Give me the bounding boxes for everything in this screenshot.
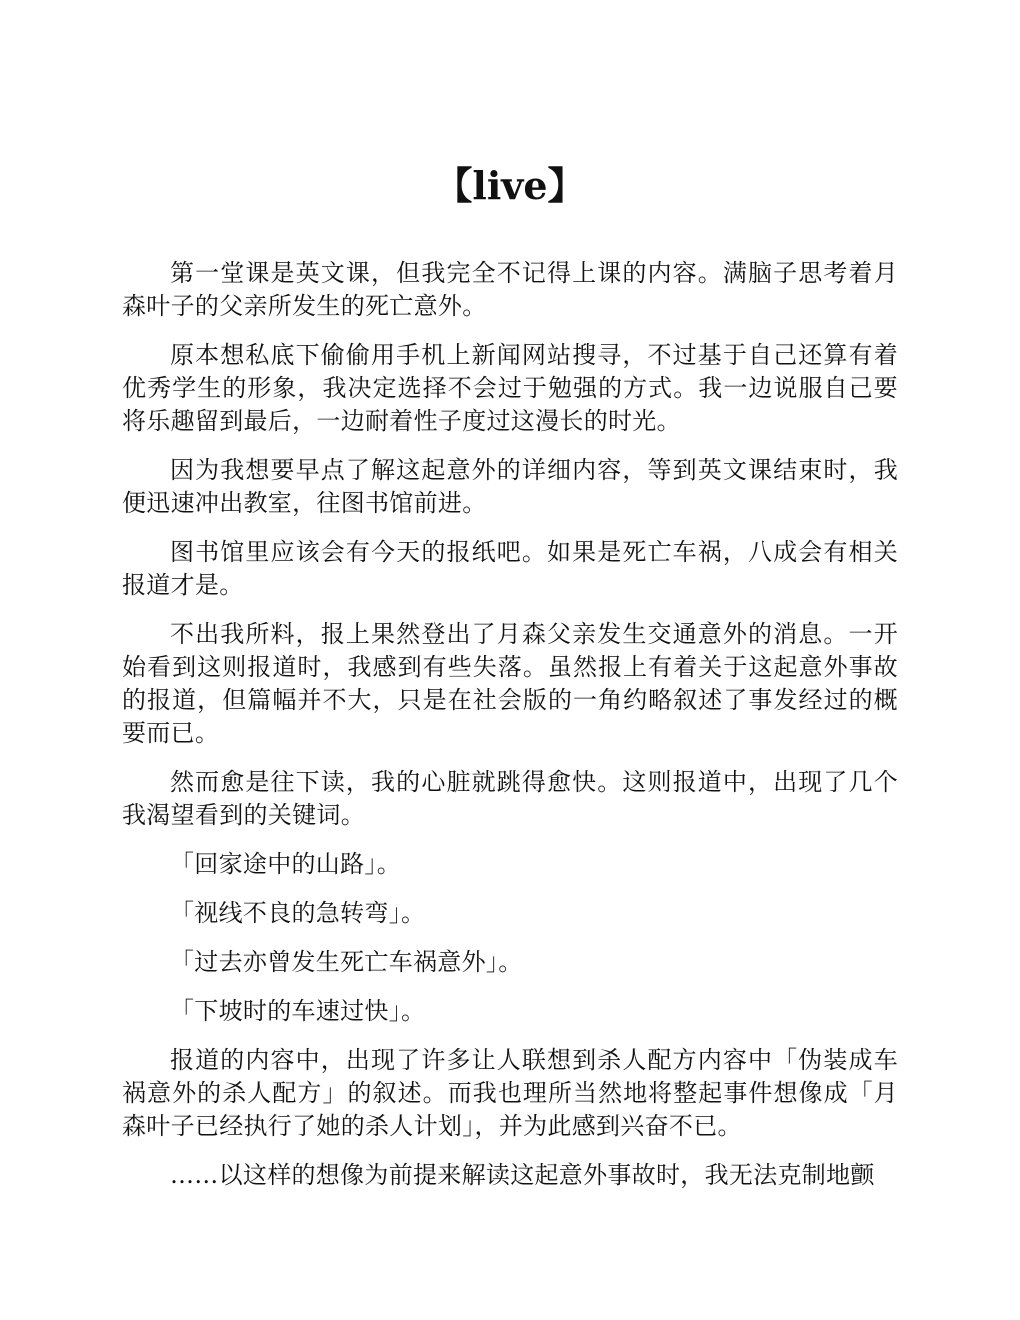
quote-line: 「视线不良的急转弯」。 [170,899,426,927]
paragraph: 原本想私底下偷偷用手机上新闻网站搜寻，不过基于自己还算有着优秀学生的形象，我决定选择不会过于勉强的方式。我一边说服自己要将乐趣留到最后，一边耐着性子度过这漫长的时光。 [122,341,898,435]
quote-line: 「下坡时的车速过快」。 [170,997,426,1025]
chapter-title: 【live】 [434,163,586,208]
paragraph: 不出我所料，报上果然登出了月森父亲发生交通意外的消息。一开始看到这则报道时，我感到有些失落。虽然报上有着关于这起意外事故的报道，但篇幅并不大，只是在社会版的一角约略叙述了事发经过的概要而已。 [122,620,898,747]
paragraph: 报道的内容中，出现了许多让人联想到杀人配方内容中「伪装成车祸意外的杀人配方」的叙述。而我也理所当然地将整起事件想像成「月森叶子已经执行了她的杀人计划」，并为此感到兴奋不已。 [122,1046,898,1140]
quote-line: 「过去亦曾发生死亡车祸意外」。 [170,948,523,976]
paragraph: 第一堂课是英文课，但我完全不记得上课的内容。满脑子思考着月森叶子的父亲所发生的死亡意外。 [122,259,898,320]
paragraph: 图书馆里应该会有今天的报纸吧。如果是死亡车祸，八成会有相关报道才是。 [122,538,898,599]
paragraph: 然而愈是往下读，我的心脏就跳得愈快。这则报道中，出现了几个我渴望看到的关键词。 [122,768,898,829]
paragraph: ……以这样的想像为前提来解读这起意外事故时，我无法克制地颤 [170,1161,875,1189]
paragraph: 因为我想要早点了解这起意外的详细内容，等到英文课结束时，我便迅速冲出教室，往图书馆前进。 [122,456,898,517]
body-text [122,257,898,1208]
quote-line: 「回家途中的山路」。 [170,850,401,878]
